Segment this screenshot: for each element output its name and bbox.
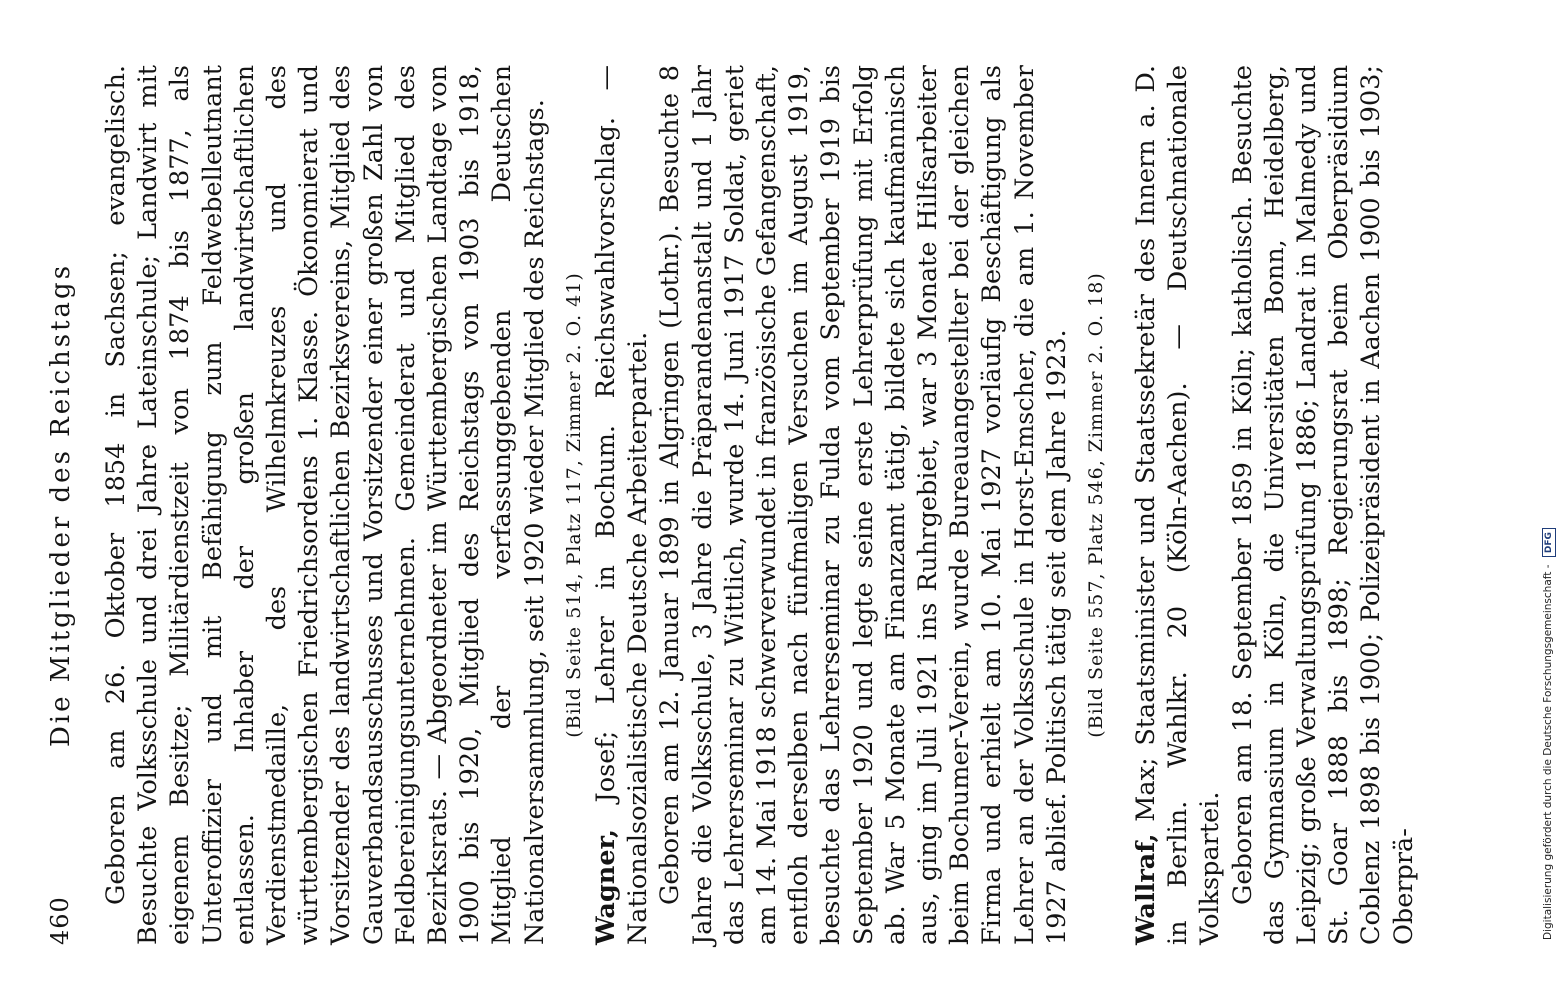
biography-entry-wallraf [1130,65,1420,945]
running-head: Die Mitglieder des Reichstags [46,262,76,748]
entry-biography: Geboren am 26. Oktober 1854 in Sachsen; evangelisch. Besuchte Volksschule und drei Jahre Lateinschule; Landwirt mit eigenem Besitze; Militärdienstzeit von 1874 bis 1877, als Unteroffizier und mit Befähigung zum Feldwebelleutnant entlassen. Inhaber der großen landwirtschaftlichen Verdienstmedaille, des Wilhelmkreuzes und des württembergischen Friedrichsordens 1. Klasse. Ökonomierat und Vorsitzender des landwirtschaftlichen Bezirksvereins, Mitglied des Gauverbandsausschusses und Vorsitzender einer großen Zahl von Feldbereinigungsunternehmen. Gemeinderat und Mitglied des Bezirksrats. — Abgeordneter im Württembergischen Landtage von 1900 bis 1920, Mitglied des Reichstags von 1903 bis 1918, Mitglied der verfassunggebenden Deutschen Nationalversammlung, seit 1920 wieder Mitglied des Reichstags. [101,65,550,945]
entry-caption: (Bild Seite 557, Platz 546, Zimmer 2. O. 18) [1085,272,1108,738]
entry-heading [590,65,654,945]
entry-name: Wallraf, [1131,833,1161,945]
entry-biography: Geboren am 12. Januar 1899 in Algringen (Lothr.). Besuchte 8 Jahre die Volksschule, 3 Jahre die Präparandenanstalt und 1 Jahr das Lehrerseminar zu Wittlich, wurde 14. Juni 1917 Soldat, geriet am 14. Mai 1918 schwerverwundet in französische Gefangenschaft, entfloh derselben nach fünfmaligen Versuchen im August 1919, besuchte das Lehrerseminar zu Fulda vom September 1919 bis September 1920 und legte seine erste Lehrerprüfung mit Erfolg ab. War 5 Monate am Finanzamt tätig, bildete sich kaufmännisch aus, ging im Juli 1921 ins Ruhrgebiet, war 3 Monate Hilfsarbeiter beim Bochumer-Verein, wurde Bureauangestellter bei der gleichen Firma und erhielt am 10. Mai 1927 vorläufig Beschäftigung als Lehrer an der Volksschule in Horst-Emscher, die am 1. November 1927 ablief. Politisch tätig seit dem Jahre 1923. [655,65,1072,945]
rotated-page-content [40,65,1419,945]
page-number: 460 [46,896,74,945]
biography-entry-1 [100,65,585,945]
entry-name: Wagner, [591,829,621,945]
footer-note: Digitalisierung gefördert durch die Deutsche Forschungsgemeinschaft - [1542,564,1554,940]
entry-caption: (Bild Seite 514, Platz 117, Zimmer 2. O. 41) [562,272,585,738]
digitization-footer [1540,40,1556,940]
entry-intro: Max; Staatsminister und Staatssekretär des Innern a. D. in Berlin. Wahlkr. 20 (Köln-Aachen). — Deutschnationale Volkspartei. [1131,65,1226,945]
entry-heading [1130,65,1227,945]
entry-intro: Josef; Lehrer in Bochum. Reichswahlvorschlag. — Nationalsozialistische Deutsche Arbeiterpartei. [591,65,654,945]
entry-biography: Geboren am 18. September 1859 in Köln; katholisch. Besuchte das Gymnasium in Köln, die Universitäten Bonn, Heidelberg, Leipzig; große Verwaltungsprüfung 1886; Landrat in Malmedy und St. Goar 1888 bis 1898; Regierungsrat beim Oberpräsidium Coblenz 1898 bis 1900; Polizeipräsident in Aachen 1900 bis 1903; Oberprä- [1227,65,1419,945]
dfg-logo: DFG [1542,528,1556,557]
footer-text [1540,40,1556,940]
biography-entry-wagner [590,65,1107,945]
page-header [40,65,80,945]
